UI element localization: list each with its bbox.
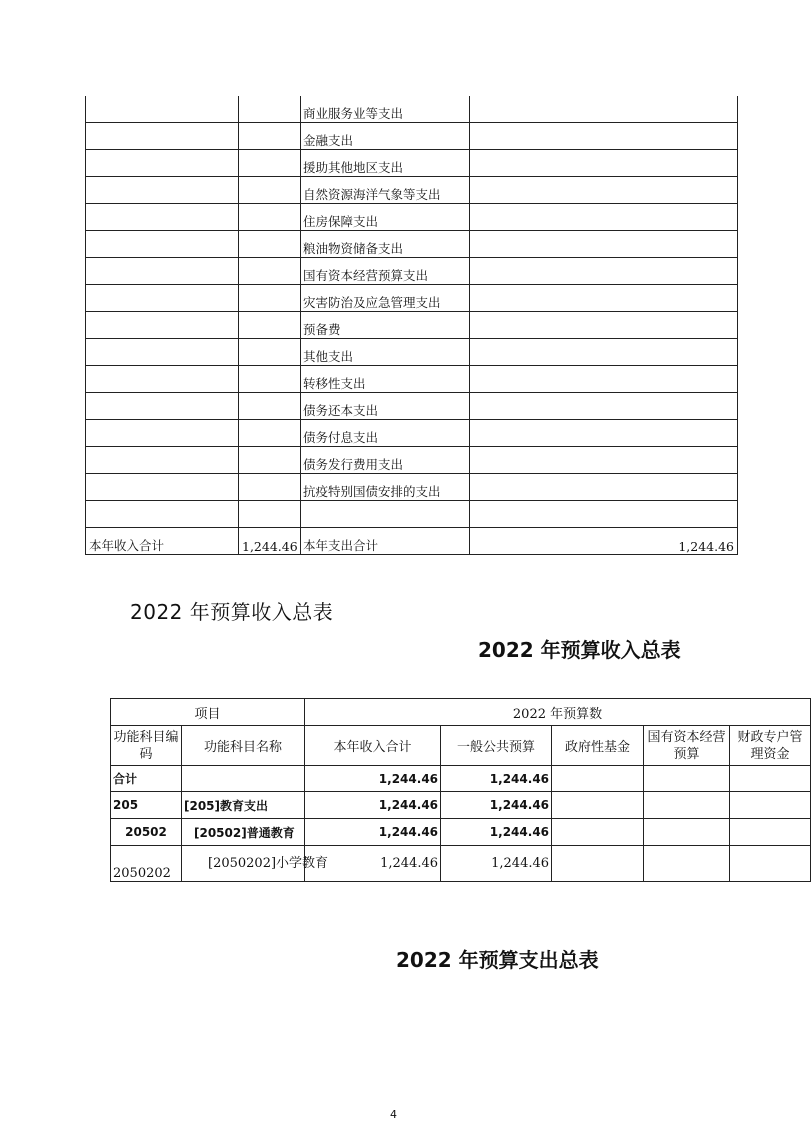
- table-row: [86, 231, 738, 258]
- table-row-empty: [86, 501, 738, 528]
- row-code: 合计: [111, 766, 182, 792]
- income-total-value: 1,244.46: [239, 528, 301, 555]
- header-special-fund: 财政专户管理资金: [730, 726, 811, 766]
- expense-item: 抗疫特别国债安排的支出: [301, 474, 470, 501]
- row-name: [182, 766, 305, 792]
- income-summary-table: [110, 698, 811, 882]
- table-row: [111, 846, 811, 882]
- table-row: [86, 177, 738, 204]
- expense-table-title: 2022 年预算支出总表: [396, 948, 599, 972]
- row-general: 1,244.46: [441, 766, 552, 792]
- table-row: [111, 819, 811, 846]
- income-table-title: 2022 年预算收入总表: [478, 638, 681, 662]
- expense-item: 转移性支出: [301, 366, 470, 393]
- header-row-2: [111, 726, 811, 766]
- row-name: [182, 846, 329, 882]
- table-row: [86, 312, 738, 339]
- header-total-income: 本年收入合计: [305, 726, 441, 766]
- row-general: 1,244.46: [441, 819, 552, 846]
- header-name: 功能科目名称: [182, 726, 305, 766]
- row-total: 1,244.46: [305, 766, 441, 792]
- table-row: [86, 420, 738, 447]
- table-row: [86, 123, 738, 150]
- table-row: [86, 258, 738, 285]
- expense-item: 其他支出: [301, 339, 470, 366]
- expense-item: 商业服务业等支出: [301, 96, 470, 123]
- header-budget-year: 2022 年预算数: [305, 699, 811, 726]
- expense-item: 预备费: [301, 312, 470, 339]
- row-code: 2050202: [111, 846, 182, 882]
- table-row: [86, 339, 738, 366]
- income-summary-table-wrap: [110, 698, 803, 882]
- row-code: 20502: [111, 819, 182, 846]
- expense-item: 债务发行费用支出: [301, 447, 470, 474]
- expense-item: 援助其他地区支出: [301, 150, 470, 177]
- header-state-capital: 国有资本经营预算: [644, 726, 730, 766]
- row-total: 1,244.46: [305, 819, 441, 846]
- table-row: [111, 792, 811, 819]
- table-row: [86, 474, 738, 501]
- total-row: [86, 528, 738, 555]
- page-number: 4: [390, 1108, 397, 1121]
- expense-total-value: 1,244.46: [470, 528, 738, 555]
- table-row: [86, 96, 738, 123]
- table-row: [86, 366, 738, 393]
- expense-item: 粮油物资储备支出: [301, 231, 470, 258]
- table-row: [86, 150, 738, 177]
- row-general: 1,244.46: [441, 792, 552, 819]
- table-row: [86, 285, 738, 312]
- row-name: [205]教育支出: [182, 792, 305, 819]
- table-row: [86, 393, 738, 420]
- expense-item: 债务还本支出: [301, 393, 470, 420]
- expense-item: 自然资源海洋气象等支出: [301, 177, 470, 204]
- expense-item: 金融支出: [301, 123, 470, 150]
- row-total: 1,244.46: [305, 846, 441, 882]
- income-total-label: 本年收入合计: [86, 528, 239, 555]
- row-general: 1,244.46: [441, 846, 552, 882]
- table-row: [86, 447, 738, 474]
- header-project: 项目: [111, 699, 305, 726]
- header-general-budget: 一般公共预算: [441, 726, 552, 766]
- table-row: [86, 204, 738, 231]
- header-row-1: [111, 699, 811, 726]
- expense-item: 灾害防治及应急管理支出: [301, 285, 470, 312]
- expense-item: 债务付息支出: [301, 420, 470, 447]
- row-code: 205: [111, 792, 182, 819]
- row-name-text: [2050202]小学教育: [208, 855, 329, 871]
- table-row: [111, 766, 811, 792]
- row-name: [20502]普通教育: [182, 819, 305, 846]
- expense-total-label: 本年支出合计: [301, 528, 470, 555]
- row-total: 1,244.46: [305, 792, 441, 819]
- section-heading-left: 2022 年预算收入总表: [130, 600, 334, 624]
- expense-item: 住房保障支出: [301, 204, 470, 231]
- income-expense-table: [85, 96, 738, 555]
- header-gov-fund: 政府性基金: [552, 726, 644, 766]
- header-code: 功能科目编码: [111, 726, 182, 766]
- expense-item: 国有资本经营预算支出: [301, 258, 470, 285]
